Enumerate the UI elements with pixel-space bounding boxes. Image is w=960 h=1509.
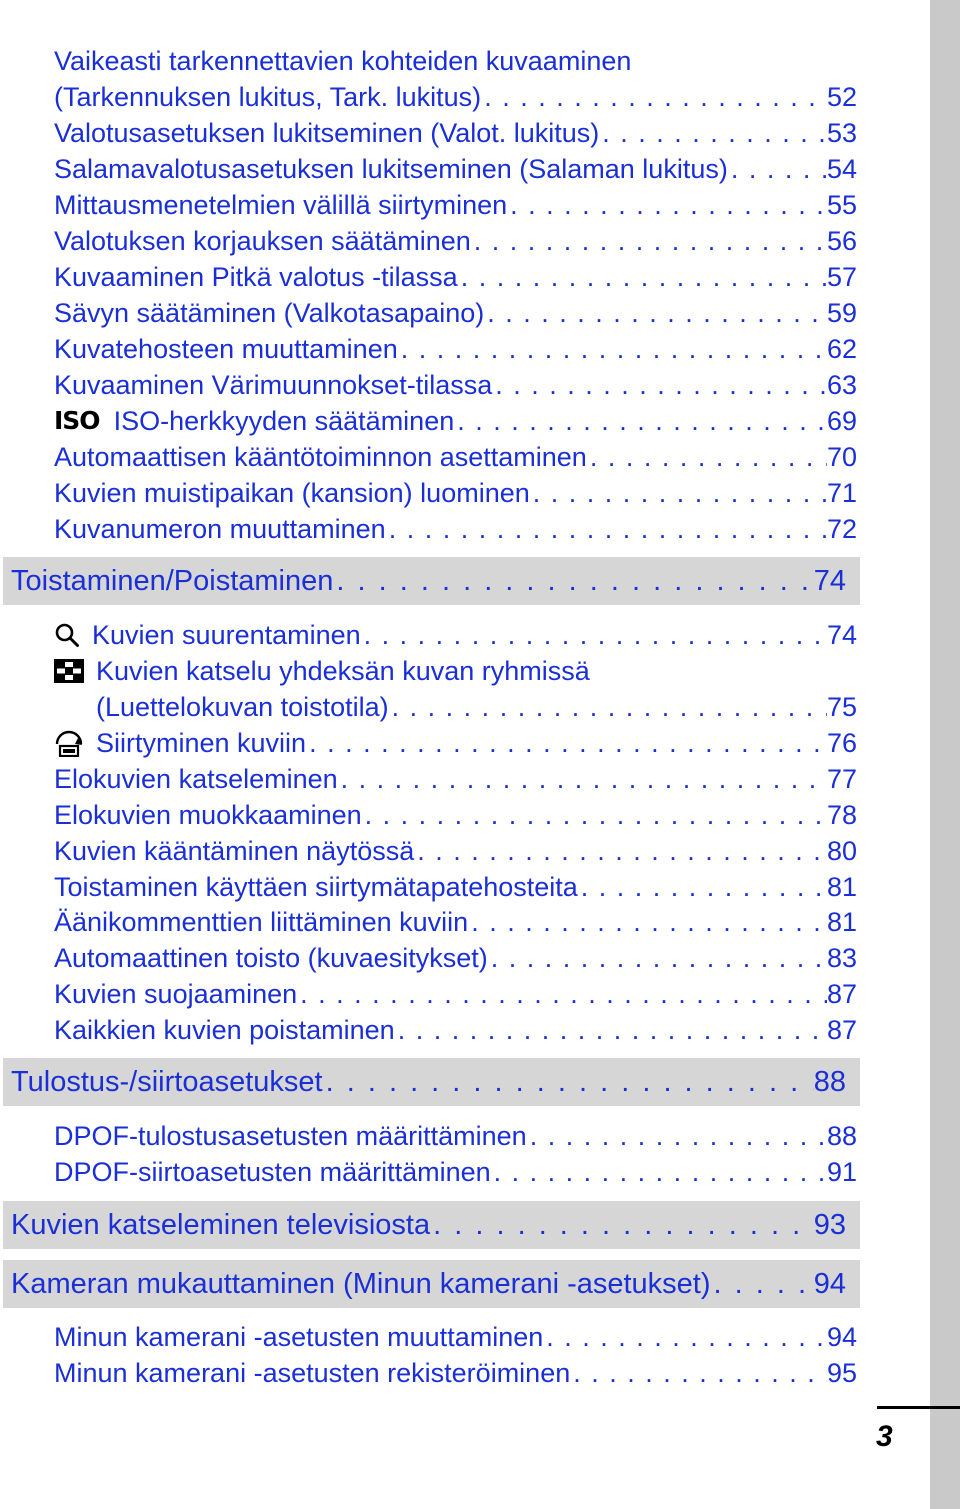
toc-page-ref: 91 — [826, 1157, 857, 1187]
toc-entry[interactable] — [54, 869, 857, 905]
toc-entry[interactable] — [54, 653, 590, 689]
toc-entry-label: Äänikommenttien liittäminen kuviin — [54, 907, 469, 937]
toc-page-ref: 80 — [826, 836, 857, 866]
toc-entry[interactable] — [54, 904, 857, 940]
toc-entry[interactable] — [54, 475, 857, 511]
toc-page-ref: 69 — [826, 406, 857, 436]
page-edge-strip — [930, 0, 960, 1509]
toc-entry[interactable] — [54, 43, 631, 79]
dot-leader — [395, 1012, 827, 1048]
toc-entry-label: Kuvien katselu yhdeksän kuvan ryhmissä — [96, 656, 590, 686]
toc-page-ref: 87 — [826, 1015, 857, 1045]
toc-entry[interactable] — [54, 1154, 857, 1190]
toc-entry[interactable] — [54, 976, 857, 1012]
toc-entry-label: Mittausmenetelmien välillä siirtyminen — [54, 190, 508, 220]
section-page-ref: 93 — [813, 1208, 846, 1241]
dot-leader — [578, 869, 827, 905]
dot-leader — [386, 511, 827, 547]
toc-page-ref: 81 — [826, 872, 857, 902]
toc-entry[interactable] — [54, 940, 857, 976]
toc-page-ref: 55 — [826, 190, 857, 220]
toc-page-ref: 59 — [826, 298, 857, 328]
toc-entry[interactable] — [54, 617, 857, 653]
dot-leader — [491, 1154, 827, 1190]
toc-entry-label: Kuvien muistipaikan (kansion) luominen — [54, 478, 530, 508]
toc-entry[interactable] — [54, 761, 857, 797]
dot-leader — [481, 79, 827, 115]
toc-entry-continuation[interactable] — [96, 689, 857, 725]
toc-page-ref: 87 — [826, 979, 857, 1009]
magnify-icon — [54, 622, 80, 648]
toc-entry-label: DPOF-tulostusasetusten määrittäminen — [54, 1121, 527, 1151]
toc-page-ref: 53 — [826, 118, 857, 148]
toc-entry-label: Kuvatehosteen muuttaminen — [54, 334, 398, 364]
toc-entry[interactable] — [54, 295, 857, 331]
dot-leader — [398, 331, 827, 367]
toc-entry[interactable] — [54, 439, 857, 475]
toc-page-ref: 74 — [826, 620, 857, 650]
dot-leader — [530, 475, 827, 511]
toc-entry[interactable] — [54, 403, 857, 439]
toc-entry[interactable] — [54, 187, 857, 223]
dot-leader — [430, 1209, 814, 1242]
toc-entry[interactable] — [54, 725, 857, 761]
toc-entry[interactable] — [54, 797, 857, 833]
toc-page-ref: 95 — [826, 1358, 857, 1388]
toc-page-ref: 88 — [826, 1121, 857, 1151]
toc-entry-label: Siirtyminen kuviin — [96, 728, 307, 758]
toc-entry[interactable] — [54, 1319, 857, 1355]
toc-entry[interactable] — [54, 1012, 857, 1048]
toc-entry[interactable] — [54, 1355, 857, 1391]
toc-entry[interactable] — [54, 367, 857, 403]
toc-section-heading[interactable] — [3, 1201, 860, 1249]
dot-leader — [362, 797, 827, 833]
dot-leader — [323, 1066, 814, 1099]
iso-icon: ISO — [54, 406, 100, 435]
toc-page-ref: 83 — [826, 943, 857, 973]
dot-leader — [543, 1319, 827, 1355]
toc-entry[interactable] — [54, 331, 857, 367]
toc-entry-label: Elokuvien muokkaaminen — [54, 800, 362, 830]
section-page-ref: 74 — [813, 564, 846, 597]
toc-entry-label: ISO-herkkyyden säätäminen — [113, 406, 455, 436]
toc-entry-label: Kuvien kääntäminen näytössä — [54, 836, 415, 866]
toc-entry-label: Kuvaaminen Pitkä valotus -tilassa — [54, 262, 458, 292]
toc-entry-label: Valotusasetuksen lukitseminen (Valot. lukitus) — [54, 118, 600, 148]
toc-entry-label: Sävyn säätäminen (Valkotasapaino) — [54, 298, 485, 328]
toc-entry-label: Kuvien suojaaminen — [54, 979, 298, 1009]
section-page-ref: 94 — [813, 1267, 846, 1300]
toc-entry-label: Automaattinen toisto (kuvaesitykset) — [54, 943, 488, 973]
dot-leader — [454, 403, 827, 439]
section-page-ref: 88 — [813, 1065, 846, 1098]
toc-entry[interactable] — [54, 79, 857, 115]
dot-leader — [338, 761, 827, 797]
dot-leader — [468, 904, 827, 940]
dot-leader — [527, 1118, 827, 1154]
toc-page-ref: 76 — [826, 728, 857, 758]
dot-leader — [570, 1355, 827, 1391]
section-title: Toistaminen/Poistaminen — [11, 564, 334, 597]
toc-page-ref: 75 — [826, 692, 857, 722]
toc-entry-label: Minun kamerani -asetusten rekisteröiminen — [54, 1358, 571, 1388]
toc-entry-label: (Luettelokuvan toistotila) — [96, 692, 389, 722]
dot-leader — [389, 689, 827, 725]
toc-page-ref: 62 — [826, 334, 857, 364]
dot-leader — [361, 617, 827, 653]
dot-leader — [599, 115, 827, 151]
toc-entry[interactable] — [54, 115, 857, 151]
toc-entry-label: Kuvien suurentaminen — [92, 620, 361, 650]
toc-page-ref: 63 — [826, 370, 857, 400]
toc-entry-label: Vaikeasti tarkennettavien kohteiden kuvaaminen — [54, 46, 632, 76]
toc-page-ref: 56 — [826, 226, 857, 256]
toc-page-ref: 70 — [826, 442, 857, 472]
dot-leader — [471, 223, 827, 259]
toc-page-ref: 57 — [826, 262, 857, 292]
jump-icon — [54, 729, 84, 757]
toc-entry[interactable] — [54, 223, 857, 259]
section-title: Tulostus-/siirtoasetukset — [11, 1065, 323, 1098]
page-number: 3 — [876, 1420, 893, 1453]
index-grid-icon — [54, 659, 84, 683]
dot-leader — [458, 259, 827, 295]
toc-entry-label: Valotuksen korjauksen säätäminen — [54, 226, 471, 256]
toc-entry-label: Salamavalotusasetuksen lukitseminen (Salaman lukitus) — [54, 154, 728, 184]
section-title: Kuvien katseleminen televisiosta — [11, 1208, 431, 1241]
dot-leader — [492, 367, 827, 403]
toc-entry[interactable] — [54, 1118, 857, 1154]
toc-entry-label: (Tarkennuksen lukitus, Tark. lukitus) — [54, 82, 482, 112]
toc-entry-label: DPOF-siirtoasetusten määrittäminen — [54, 1157, 491, 1187]
dot-leader — [711, 1268, 814, 1301]
toc-page-ref: 81 — [826, 907, 857, 937]
dot-leader — [414, 833, 827, 869]
toc-entry-label: Kaikkien kuvien poistaminen — [54, 1015, 395, 1045]
toc-entry[interactable] — [54, 151, 857, 187]
dot-leader — [484, 295, 827, 331]
section-title: Kameran mukauttaminen (Minun kamerani -asetukset) — [11, 1267, 711, 1300]
toc-page-ref: 52 — [826, 82, 857, 112]
toc-entry-label: Toistaminen käyttäen siirtymätapatehosteita — [54, 872, 578, 902]
toc-entry-label: Elokuvien katseleminen — [54, 764, 338, 794]
toc-entry-label: Kuvaaminen Värimuunnokset-tilassa — [54, 370, 493, 400]
toc-entry[interactable] — [54, 511, 857, 547]
dot-leader — [587, 439, 827, 475]
toc-entry-label: Minun kamerani -asetusten muuttaminen — [54, 1322, 544, 1352]
toc-section-heading[interactable] — [3, 1058, 860, 1106]
dot-leader — [333, 565, 813, 598]
toc-page-ref: 54 — [826, 154, 857, 184]
toc-page-ref: 71 — [826, 478, 857, 508]
dot-leader — [507, 187, 827, 223]
dot-leader — [488, 940, 827, 976]
toc-page-ref: 94 — [826, 1322, 857, 1352]
toc-entry[interactable] — [54, 833, 857, 869]
toc-page-ref: 78 — [826, 800, 857, 830]
toc-section-heading[interactable] — [3, 1260, 860, 1308]
toc-section-heading[interactable] — [3, 557, 860, 605]
toc-entry[interactable] — [54, 259, 857, 295]
toc-page-ref: 72 — [826, 514, 857, 544]
dot-leader — [297, 976, 827, 1012]
toc-entry-label: Automaattisen kääntötoiminnon asettaminen — [54, 442, 587, 472]
dot-leader — [728, 151, 827, 187]
dot-leader — [306, 725, 827, 761]
toc-entry-label: Kuvanumeron muuttaminen — [54, 514, 386, 544]
toc-page-ref: 77 — [826, 764, 857, 794]
footer-rule — [877, 1406, 960, 1409]
